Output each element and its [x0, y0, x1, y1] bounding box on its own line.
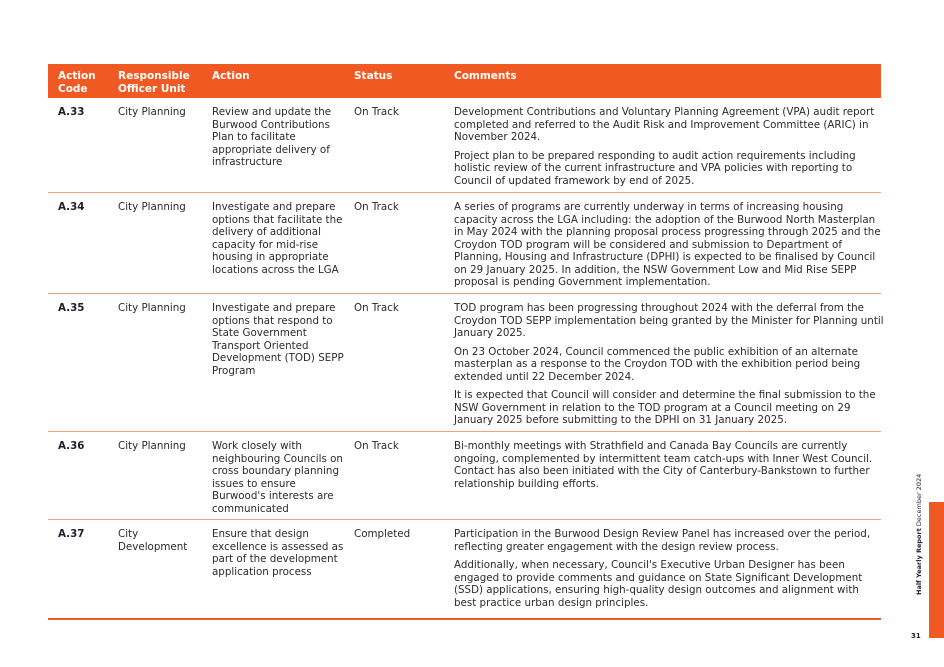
header-action-code: Action Code [58, 70, 96, 95]
responsible-unit: City Planning [118, 201, 186, 213]
action-code: A.34 [58, 201, 85, 213]
comment-paragraph: TOD program has been progressing throughout 2024 with the deferral from the Croydon TOD SEPP implementation being granted by the Minister for Planning until January 2025. [454, 302, 884, 339]
report-period: December 2024 [915, 473, 923, 527]
responsible-unit: City Planning [118, 106, 186, 118]
action-text: Review and update the Burwood Contributions Plan to facilitate appropriate delivery of infrastructure [212, 106, 332, 168]
status-text: On Track [354, 440, 399, 452]
comment-paragraph: Development Contributions and Voluntary Planning Agreement (VPA) audit report completed and referred to the Audit Risk and Improvement Committee (ARIC) in November 2024. [454, 106, 875, 143]
page-number: 31 [911, 632, 921, 640]
status-text: On Track [354, 106, 399, 118]
header-action: Action [212, 70, 250, 82]
comments [454, 440, 884, 496]
comment-paragraph: It is expected that Council will consider and determine the final submission to the NSW Government in relation to the TOD program at a Council meeting on 29 January 2025 before submitting to the DPHI on 31 January 2025. [454, 389, 876, 426]
comment-paragraph: Project plan to be prepared responding to audit action requirements including holistic review of the current infrastructure and VPA policies with reporting to Council of updated framework by end of 2025. [454, 149, 856, 187]
header-responsible-unit: Responsible Officer Unit [118, 70, 190, 95]
comment-paragraph: Additionally, when necessary, Council's Executive Urban Designer has been engaged to provide comments and guidance on State Significant Development (SSD) applications, ensuring high-quality design outcomes and alignment with best practice urban design principles. [454, 559, 863, 609]
side-tab [929, 502, 944, 638]
comment-paragraph: On 23 October 2024, Council commenced the public exhibition of an alternate masterplan as a response to the Croydon TOD with the exhibition period being extended until 22 December 2024. [454, 345, 861, 383]
comments [454, 201, 884, 295]
action-code: A.35 [58, 302, 85, 314]
status-text: On Track [354, 302, 399, 314]
action-code: A.37 [58, 528, 85, 540]
action-text: Investigate and prepare options that facilitate the delivery of additional capacity for mid-rise housing in appropriate locations across the LGA [212, 201, 343, 276]
table-row [48, 193, 881, 294]
responsible-unit: City Development [118, 528, 188, 553]
header-comments: Comments [454, 70, 517, 82]
header-status: Status [354, 70, 393, 82]
comment-paragraph: Participation in the Burwood Design Review Panel has increased over the period, reflecting greater engagement with the design review process. [454, 528, 871, 553]
table-header [48, 64, 881, 98]
status-text: Completed [354, 528, 411, 540]
action-text: Work closely with neighbouring Councils on cross boundary planning issues to ensure Burwood's interests are communicated [212, 440, 343, 515]
action-text: Investigate and prepare options that respond to State Government Transport Oriented Development (TOD) SEPP Program [212, 302, 344, 377]
comments [454, 106, 884, 193]
report-title: Half Yearly Report [915, 528, 923, 595]
table-row [48, 98, 881, 193]
comments [454, 302, 884, 433]
comment-paragraph: A series of programs are currently underway in terms of increasing housing capacity across the LGA including: the adoption of the Burwood North Masterplan in May 2024 with the planning proposal process progressing through 2025 and the Croydon TOD program will be considered and submission to Department of Planning, Housing and Infrastructure (DPHI) is expected to be finalised by Council on 29 January 2025. In addition, the NSW Government Low and Mid Rise SEPP proposal is pending Government implementation. [454, 201, 881, 288]
action-code: A.36 [58, 440, 85, 452]
table-row [48, 294, 884, 432]
action-text: Ensure that design excellence is assessed as part of the development application process [212, 528, 344, 578]
responsible-unit: City Planning [118, 440, 186, 452]
table-row [48, 432, 881, 520]
table-row [48, 520, 881, 620]
responsible-unit: City Planning [118, 302, 186, 314]
report-label [915, 474, 923, 595]
comments [454, 528, 884, 615]
status-text: On Track [354, 201, 399, 213]
action-code: A.33 [58, 106, 85, 118]
comment-paragraph: Bi-monthly meetings with Strathfield and Canada Bay Councils are currently ongoing, complemented by intermittent team catch-ups with Inner West Council. Contact has also been initiated with the City of Canterbury-Bankstown to further relationship building efforts. [454, 440, 873, 490]
